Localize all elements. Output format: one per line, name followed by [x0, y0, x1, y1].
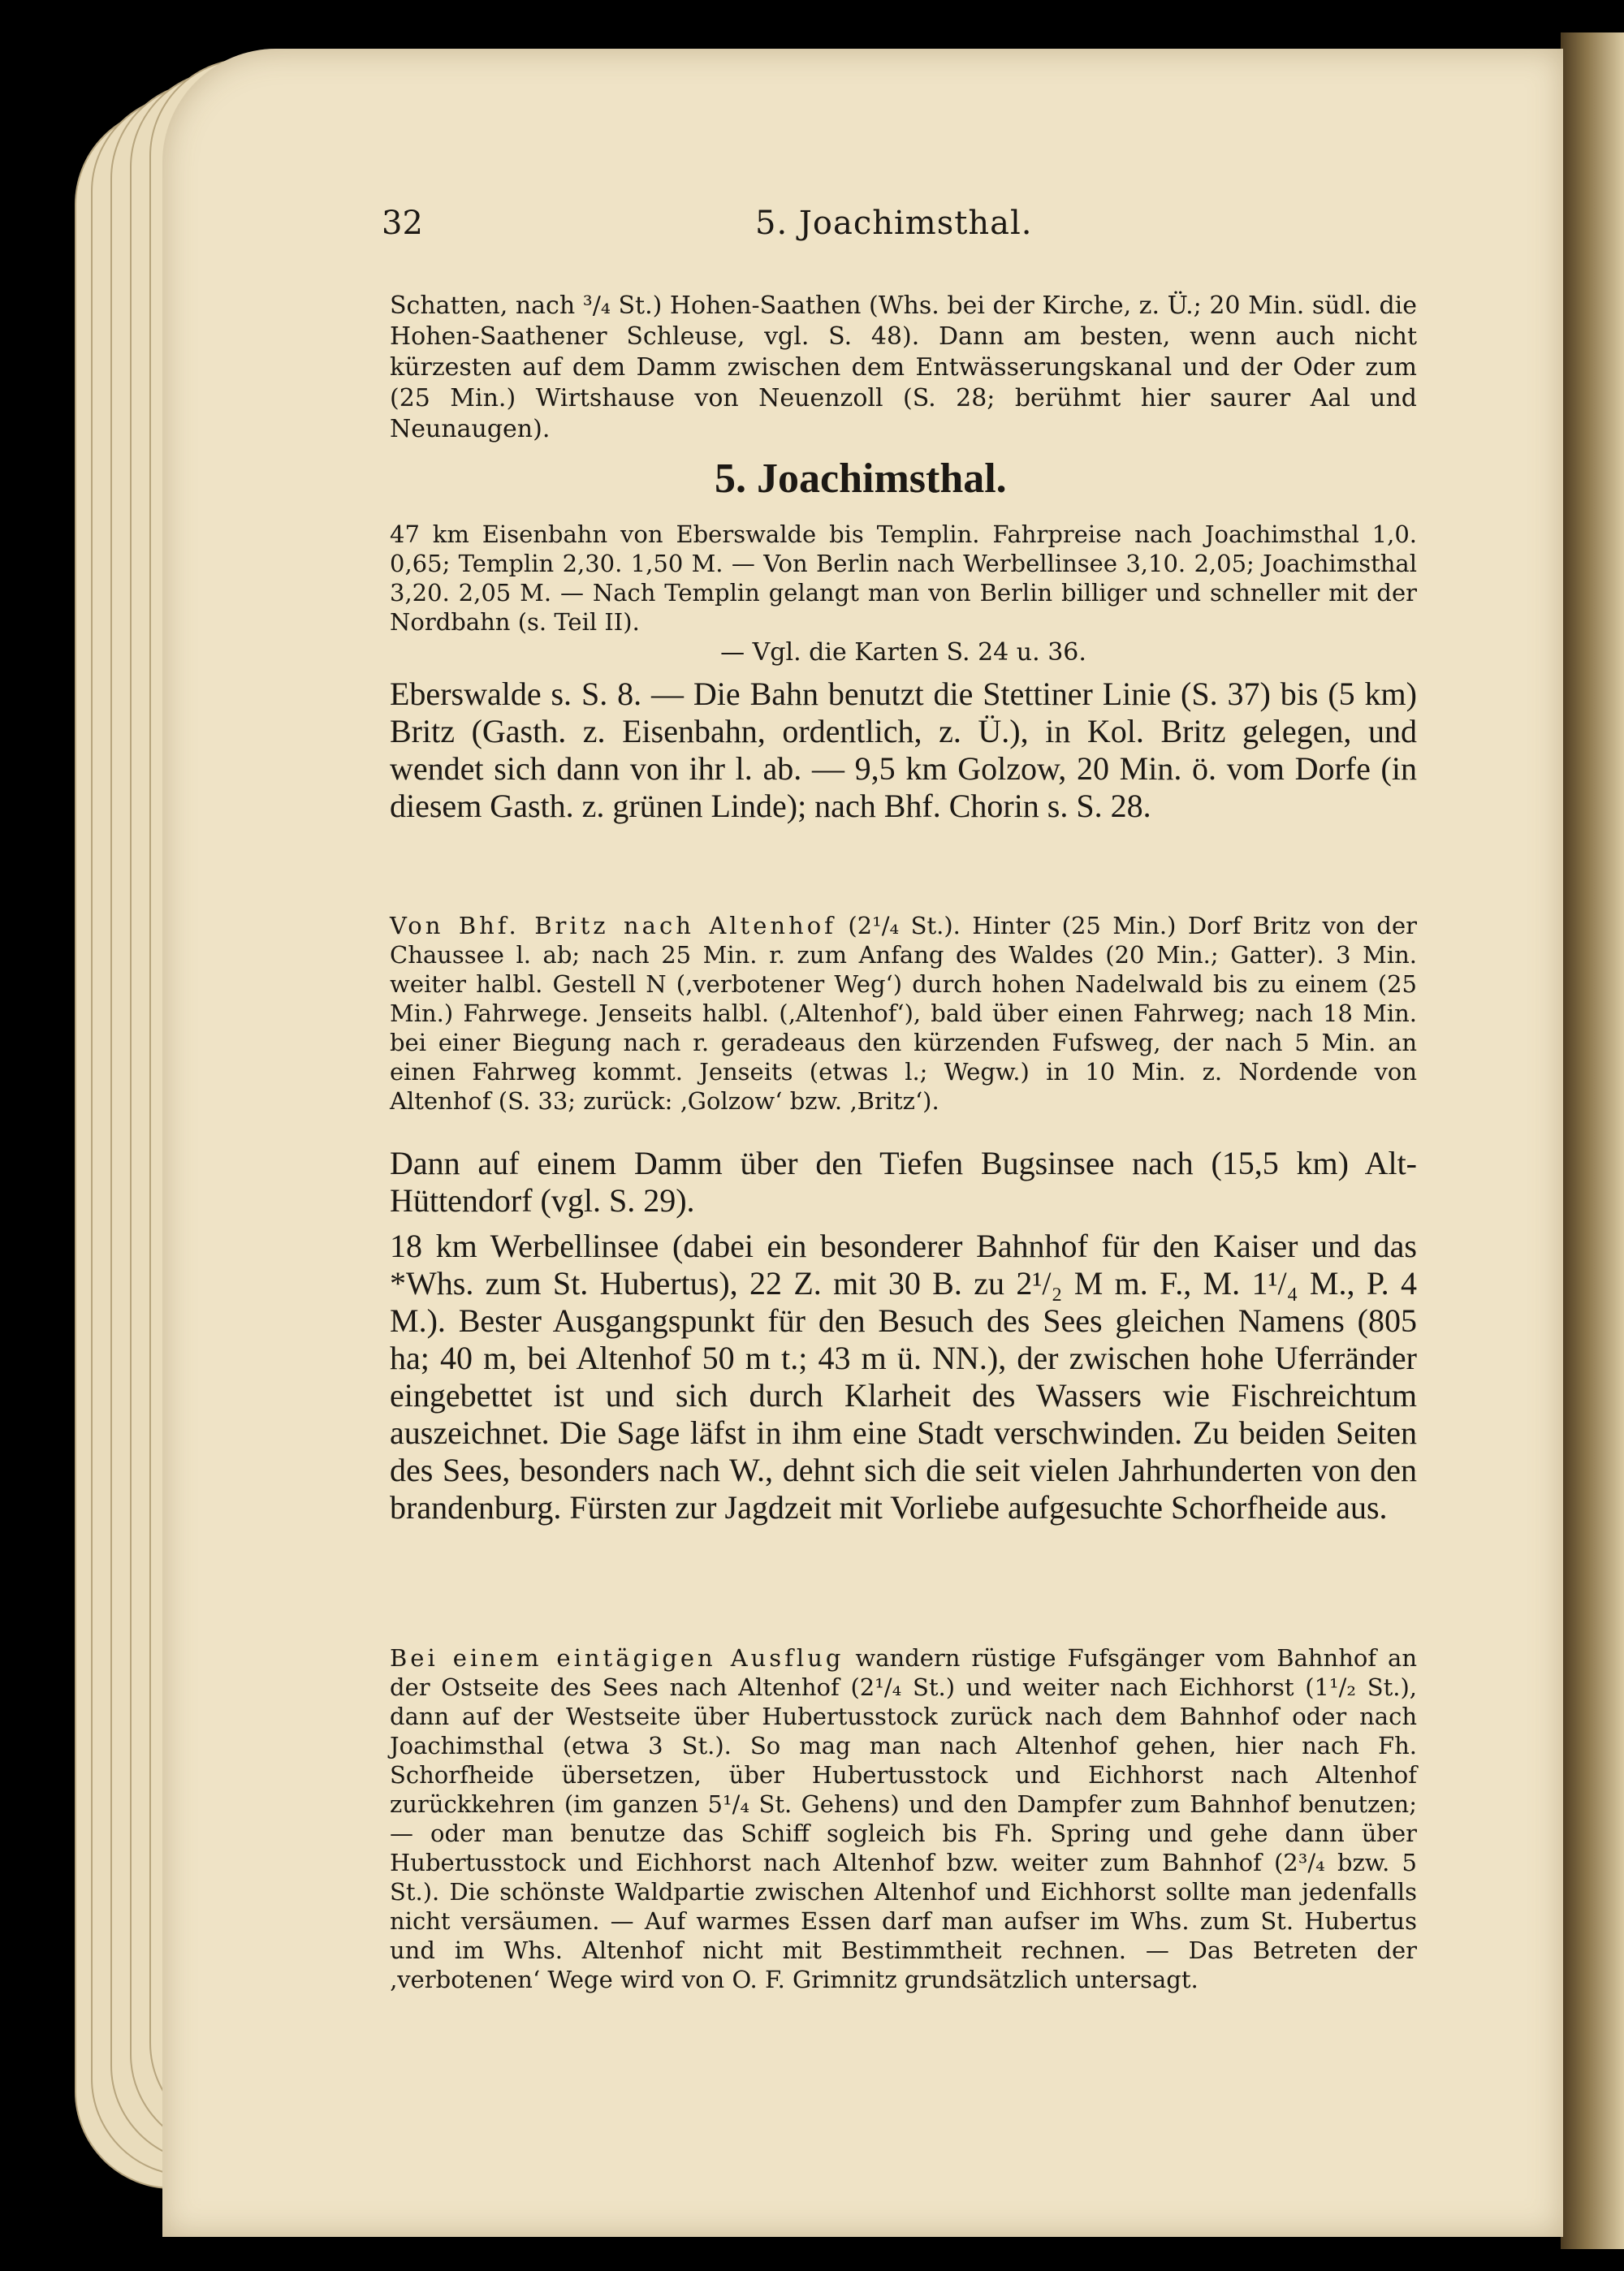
- page-header: [382, 205, 1421, 253]
- paragraph-eberswalde: Eberswalde s. S. 8. — Die Bahn benutzt die Stettiner Linie (S. 37) bis (5 km) Britz (Gasth. z. Eisenbahn, ordentlich, z. Ü.), in Kol. Britz gelegen, und wendet sich dann von ihr l. ab. — 9,5 km Golzow, 20 Min. ö. vom Dorfe (in diesem Gasth. z. grünen Linde); nach Bhf. Chorin s. S. 28.: [390, 676, 1417, 824]
- page-number: 32: [382, 205, 423, 242]
- paragraph-lead: Bei einem eintägigen Ausflug: [390, 1644, 844, 1672]
- paragraph-werbellinsee: 18 km Werbellinsee (dabei ein besonderer Bahnhof für den Kaiser und das *Whs. zum St. Hubertus), 22 Z. mit 30 B. zu 2¹/₂ M m. F., M. 1¹/₄ M., P. 4 M.). Bester Ausgangspunkt für den Besuch des Sees gleichen Namens (805 ha; 40 m, bei Altenhof 50 m t.; 43 m ü. NN.), der zwischen hohe Uferränder eingebettet ist und sich durch Klarheit des Wassers wie Fischreichtum auszeichnet. Die Sage läfst in ihm eine Stadt verschwinden. Zu beiden Seiten des Sees, besonders nach W., dehnt sich die seit vielen Jahrhunderten von den brandenburg. Fürsten zur Jagdzeit mit Vorliebe aufgesuchte Schorfheide aus.: [390, 1228, 1417, 1526]
- paragraph-body: (2¹/₄ St.). Hinter (25 Min.) Dorf Britz von der Chaussee l. ab; nach 25 Min. r. zum Anfang des Waldes (20 Min.; Gatter). 3 Min. weiter halbl. Gestell N (‚verbotener Weg‘) durch hohen Nadelwald bis zu einem (25 Min.) Fahrwege. Jenseits halbl. (‚Altenhof‘), bald über einen Fahrweg; nach 18 Min. bei einer Biegung nach r. geradeaus den kürzenden Fufsweg, der nach 5 Min. an einen Fahrweg kommt. Jenseits (etwas l.; Wegw.) in 10 Min. z. Nordende von Altenhof (S. 33; zurück: ‚Golzow‘ bzw. ‚Britz‘).: [390, 912, 1418, 1115]
- paragraph-body: wandern rüstige Fufsgänger vom Bahnhof an der Ostseite des Sees nach Altenhof (2¹/₄ St.) und weiter nach Eichhorst (1¹/₂ St.), dann auf der Westseite über Hubertusstock zurück nach dem Bahnhof oder nach Joachimsthal (etwa 3 St.). So mag man nach Altenhof gehen, hier nach Fh. Schorfheide übersetzen, über Hubertusstock und Eichhorst nach Altenhof zurückkehren (im ganzen 5¹/₄ St. Gehens) und den Dampfer zum Bahnhof benutzen; — oder man benutze das Schiff sogleich bis Fh. Spring und gehe dann über Hubertusstock und Eichhorst nach Altenhof bzw. weiter zum Bahnhof (2³/₄ bzw. 5 St.). Die schönste Waldpartie zwischen Altenhof und Eichhorst sollte man jedenfalls nicht versäumen. — Auf warmes Essen darf man aufser im Whs. zum St. Hubertus und im Whs. Altenhof nicht mit Bestimmtheit rechnen. — Das Betreten der ‚verbotenen‘ Wege wird von O. F. Grimnitz grundsätzlich untersagt.: [390, 1644, 1418, 1993]
- paragraph-map-reference: — Vgl. die Karten S. 24 u. 36.: [720, 638, 1086, 667]
- paragraph-bugsinsee: Dann auf einem Damm über den Tiefen Bugsinsee nach (15,5 km) Alt-Hüttendorf (vgl. S. 29).: [390, 1145, 1417, 1219]
- paragraph-ausflug: [390, 1643, 1417, 1994]
- paragraph-intro: Schatten, nach ³/₄ St.) Hohen-Saathen (Whs. bei der Kirche, z. Ü.; 20 Min. südl. die Hohen-Saathener Schleuse, vgl. S. 48). Dann am besten, wenn auch nicht kürzesten auf dem Damm zwischen dem Entwässerungskanal und der Oder zum (25 Min.) Wirtshause von Neuenzoll (S. 28; berühmt hier saurer Aal und Neunaugen).: [390, 291, 1417, 443]
- paragraph-lead: Von Bhf. Britz nach Altenhof: [390, 912, 836, 939]
- paragraph-route-info: 47 km Eisenbahn von Eberswalde bis Templin. Fahrpreise nach Joachimsthal 1,0. 0,65; Templin 2,30. 1,50 M. — Von Berlin nach Werbellinsee 3,10. 2,05; Joachimsthal 3,20. 2,05 M. — Nach Templin gelangt man von Berlin billiger und schneller mit der Nordbahn (s. Teil II).: [390, 520, 1417, 636]
- book-spine: [1561, 32, 1624, 2249]
- running-title: 5. Joachimsthal.: [755, 205, 1033, 242]
- paragraph-britz-altenhof: [390, 911, 1417, 1116]
- section-title: 5. Joachimsthal.: [715, 455, 1007, 502]
